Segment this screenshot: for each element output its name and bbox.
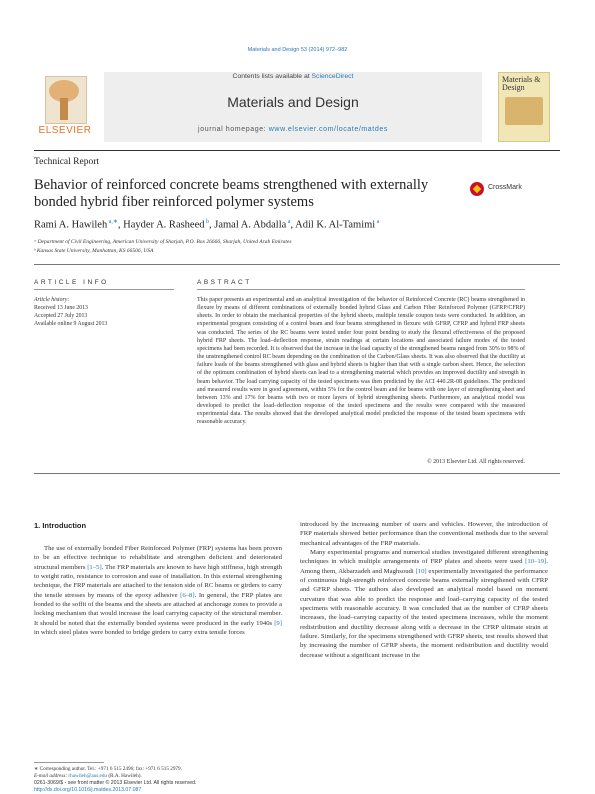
journal-homepage <box>104 126 482 133</box>
history-label: Article history: <box>34 297 70 303</box>
paragraph-text: in which steel plates were bonded to bridge girders to carry extra tensile forces <box>34 629 245 637</box>
body-column-right <box>300 520 548 660</box>
body-column-left <box>34 544 282 637</box>
author-affiliation-marker[interactable]: a <box>375 219 380 225</box>
paragraph-text: Many experimental programs and numerical studies investigated different strengthening techniques in which multiple arrangements of FRP plates and sheets were used <box>300 549 548 566</box>
citation-link[interactable]: [9] <box>274 619 282 627</box>
article-type: Technical Report <box>34 157 100 167</box>
crossmark-button[interactable] <box>470 181 540 197</box>
journal-reference[interactable]: Materials and Design 53 (2014) 972–982 <box>247 47 348 53</box>
abstract-heading: ABSTRACT <box>197 279 252 286</box>
email-suffix: (R.A. Hawileh). <box>108 773 142 779</box>
intro-paragraph-1-continued: introduced by the increasing number of users and vehicles. However, the introduction of FRP materials showed better performance than the conventional methods due to the several mechanical advantages of the FRP materials. <box>300 521 548 547</box>
paragraph-text: . The FRP materials are known to have high stiffness, high strength to weight ratio, resistance to corrosion and ease of installation. In this external strengthening technique, the FRP materials are attached to the tension side of RC beams or girders to carry the tensile stresses by means of the epoxy adhesive <box>34 563 282 599</box>
author-affiliation-marker[interactable]: a <box>286 219 291 225</box>
author-separator: , <box>209 219 215 231</box>
header-divider <box>34 264 560 265</box>
issn-line: 0261-3069/$ - see front matter © 2013 Elsevier Ltd. All rights reserved. <box>34 780 197 786</box>
contents-line <box>104 73 482 80</box>
email-link[interactable]: rhawileh@aus.edu <box>68 773 108 779</box>
masthead <box>34 72 560 148</box>
homepage-link[interactable]: www.elsevier.com/locate/matdes <box>268 126 388 133</box>
affiliation-b: ᵇ Kansas State University, Manhattan, KS 66506, USA <box>34 248 154 254</box>
crossmark-label: CrossMark <box>488 184 522 191</box>
author-name[interactable]: Jamal A. Abdalla <box>214 219 287 231</box>
journal-cover-thumbnail[interactable] <box>498 72 550 142</box>
paragraph-text: The use of externally bonded Fiber Reinforced Polymer (FRP) systems has been proven to be an effective technique to rehabilitate and strengthen deficient and deteriorated structural members <box>34 545 282 571</box>
email-label: E-mail address: <box>34 773 68 779</box>
history-online: Available online 9 August 2013 <box>34 321 108 327</box>
footnote-corresponding: ∗ Corresponding author. Tel.: +971 6 515 2496; fax: +971 6 515 2979. <box>34 766 182 772</box>
elsevier-logo <box>34 72 96 142</box>
cover-title: Materials & Design <box>502 75 541 92</box>
abstract-divider <box>34 473 560 474</box>
author-name[interactable]: Adil K. Al-Tamimi <box>295 219 376 231</box>
citation-link[interactable]: [10–19] <box>525 558 547 566</box>
cover-art-icon <box>505 97 543 125</box>
footnote-email <box>34 773 284 780</box>
intro-paragraph-2 <box>300 548 548 660</box>
author-separator: , <box>290 219 296 231</box>
introduction-heading: 1. Introduction <box>34 521 87 530</box>
journal-banner <box>104 72 482 142</box>
citation-link[interactable]: [1–5] <box>87 563 102 571</box>
paragraph-text: . Among them, Akbarzadeh and Maghsoudi <box>300 558 548 575</box>
author-affiliation-marker[interactable]: b <box>204 219 210 225</box>
article-info-rule <box>34 289 174 290</box>
author-separator: , <box>117 219 124 231</box>
abstract-copyright: © 2013 Elsevier Ltd. All rights reserved. <box>427 459 525 465</box>
citation-link[interactable]: [10] <box>415 567 427 575</box>
journal-title: Materials and Design <box>227 94 359 110</box>
tree-trunk-icon <box>60 98 68 120</box>
doi-link[interactable]: http://dx.doi.org/10.1016/j.matdes.2013.07.087 <box>34 787 142 793</box>
author-affiliation-marker[interactable]: a,∗ <box>107 219 118 225</box>
citation-link[interactable]: [6–8] <box>180 591 195 599</box>
history-accepted: Accepted 27 July 2013 <box>34 313 88 319</box>
article-history <box>34 296 174 328</box>
history-received: Received 13 June 2013 <box>34 305 88 311</box>
masthead-divider <box>34 150 560 151</box>
article-title: Behavior of reinforced concrete beams strengthened with externally bonded hybrid fiber reinforced polymer systems <box>34 177 429 210</box>
homepage-prefix: journal homepage: <box>198 126 267 133</box>
author-list <box>34 218 379 231</box>
intro-paragraph-1 <box>34 544 282 637</box>
sciencedirect-link[interactable]: ScienceDirect <box>311 73 354 80</box>
paragraph-text: experimentally investigated the performance of continuous high-strength reinforced concrete beams externally strengthened with CFRP and GFRP sheets. The authors also developed an analytical model based on moment curvature that was able to predict the response and load–carrying capacity of the tested specimens with reasonable accuracy. It was concluded that as the number of CFRP sheets increases, the load–carrying capacity of the tested specimens increases, while the moment redistribution and ductility decrease along with a decrease in the CFRP ultimate strain at failure. Similarly, for the specimens strengthened with GFRP sheets, test results showed that by increasing the number of GFRP sheets, the moment redistribution and ductility would decrease without a significant increase in the <box>300 567 548 659</box>
paragraph-text: . In general, the FRP plates are bonded to the soffit of the beams and the sheets are attached at anchorage zones to provide a locking mechanism that would increase the load carrying capacity of the structural member. It should be noted that the externally bonded systems were produced in the early 1940s <box>34 591 282 627</box>
article-info-heading: ARTICLE INFO <box>34 279 109 286</box>
publisher-name: ELSEVIER <box>38 125 92 136</box>
author-name[interactable]: Hayder A. Rasheed <box>123 219 205 231</box>
footnote-rule <box>34 762 104 763</box>
abstract-text: This paper presents an experimental and an analytical investigation of the behavior of Reinforced Concrete (RC) beams strengthened in flexure by means of different combinations of externally bonded hybrid Glass and Carbon Fiber Reinforced Polymer (GFRP/CFRP) sheets. In order to obtain the mechanical properties of the hybrid sheets, multiple tensile coupon tests were conducted. In addition, an experimental program consisting of a control beam and four beams strengthened in flexure with GFRP, CFRP and hybrid FRP sheets was conducted. The series of the RC beams were tested under four point bending to study the flexural effectiveness of the proposed hybrid FRP sheets. The load–deflection response, strain readings at certain locations and associated failure modes of the tested specimens had been recorded. It is observed that the increase in the load capacity of the strengthened beams ranged from 30% to 98% of the unstrengthened control RC beam depending on the combination of the Carbon/Glass sheets. It was also observed that the ductility at failure loads of the beams strengthened with glass and hybrid sheets is higher than that with a single carbon sheet. Hence, the selection of the optimum combination of hybrid sheets can lead to a strengthening material which provides an improved ductility and strength in beam behavior. The load carrying capacity of the tested specimens was then predicted by the ACI 440.2R-08 guidelines. The predicted and measured results were in good agreement, within 5% for the control beam and for beams with one layer of strengthening sheet and between 13% and 17% for beams with two or more layers of hybrid strengthening sheets. Furthermore, an analytical model was developed to predict the load–deflection response of the tested specimens and the results were compared with the measured experimental data. The results showed that the developed analytical model predicted the response of the tested beam specimens with reasonable accuracy. <box>197 297 525 426</box>
contents-prefix: Contents lists available at <box>232 73 310 80</box>
abstract-rule <box>197 289 525 290</box>
affiliation-a: ᵃ Department of Civil Engineering, American University of Sharjah, P.O. Box 26666, Sharjah, United Arab Emirates <box>34 239 292 245</box>
author-name[interactable]: Rami A. Hawileh <box>34 219 108 231</box>
